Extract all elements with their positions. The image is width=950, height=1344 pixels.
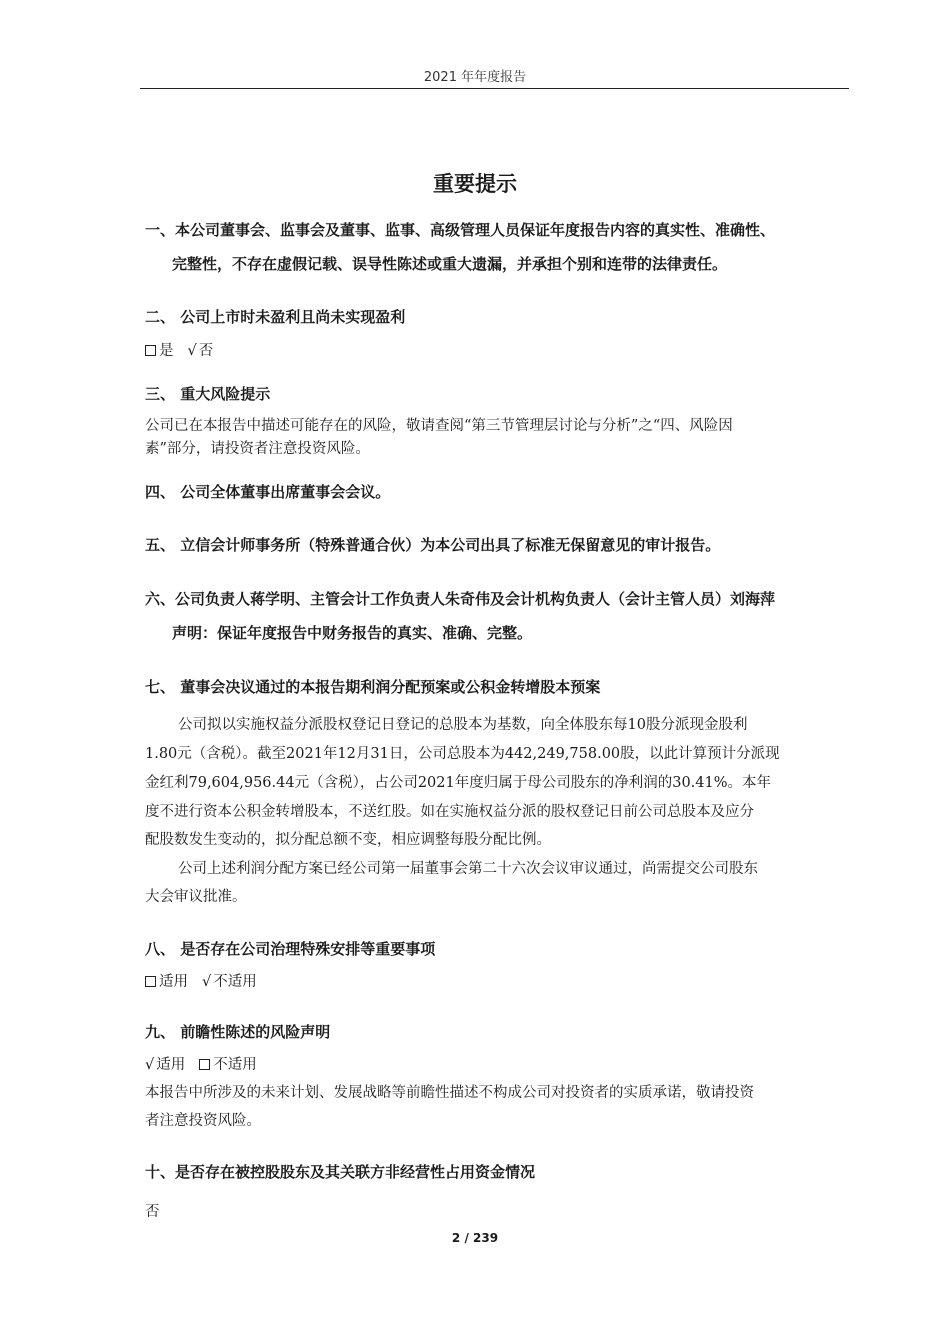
- option-applicable-label: 适用: [159, 974, 188, 990]
- section-7-para-2-line-2: 大会审议批准。: [145, 889, 247, 905]
- section-9-options: [145, 1053, 850, 1074]
- section-3-heading: 三、 重大风险提示: [145, 385, 271, 403]
- section-7-para-1-line-3: 金红利79,604,956.44元（含税），占公司2021年度归属于母公司股东的净利润的30.41%。本年: [145, 775, 772, 791]
- section-1-line-1: 一、本公司董事会、监事会及董事、监事、高级管理人员保证年度报告内容的真实性、准确性、: [145, 221, 776, 239]
- section-6-line-2: 声明：保证年度报告中财务报告的真实、准确、完整。: [172, 624, 533, 642]
- check-mark-icon: √: [187, 343, 197, 359]
- option-applicable-label: 适用: [156, 1057, 186, 1073]
- checkbox-empty-icon: [145, 976, 156, 987]
- section-7-para-1-line-4: 度不进行资本公积金转增股本，不送红股。如在实施权益分派的股权登记日前公司总股本及应分: [145, 804, 754, 820]
- document-title: 重要提示: [433, 172, 517, 196]
- page-number: 2 / 239: [451, 1231, 499, 1245]
- section-4-heading: 四、 公司全体董事出席董事会会议。: [145, 483, 391, 501]
- checkbox-empty-icon: [145, 345, 156, 356]
- section-5-heading: 五、 立信会计师事务所（特殊普通合伙）为本公司出具了标准无保留意见的审计报告。: [145, 536, 721, 554]
- section-9-line-2: 者注意投资风险。: [145, 1113, 261, 1129]
- page-header-title: 2021 年年度报告: [423, 70, 527, 85]
- section-7-para-1-line-5: 配股数发生变动的，拟分配总额不变，相应调整每股分配比例。: [145, 832, 551, 848]
- section-9-heading: 九、 前瞻性陈述的风险声明: [145, 1023, 331, 1041]
- section-7-para-2-line-1: 公司上述利润分配方案已经公司第一届董事会第二十六次会议审议通过，尚需提交公司股东: [178, 861, 758, 877]
- option-no-label: 否: [198, 343, 214, 359]
- option-yes-label: 是: [159, 343, 174, 359]
- section-6-line-1: 六、公司负责人蒋学明、主管会计工作负责人朱奇伟及会计机构负责人（会计主管人员）刘海萍: [145, 590, 776, 608]
- section-7-para-1-line-1: 公司拟以实施权益分派股权登记日登记的总股本为基数，向全体股东每10股分派现金股利: [178, 717, 748, 733]
- section-10-answer: 否: [145, 1204, 160, 1220]
- option-not-applicable-label: 不适用: [213, 1057, 257, 1073]
- section-3-line-2: 素”部分，请投资者注意投资风险。: [145, 441, 370, 457]
- check-mark-icon: √: [202, 974, 212, 990]
- checkbox-empty-icon: [199, 1059, 210, 1070]
- section-9-line-1: 本报告中所涉及的未来计划、发展战略等前瞻性描述不构成公司对投资者的实质承诺，敬请投资: [145, 1085, 754, 1101]
- header-rule: [140, 88, 849, 89]
- section-1-line-2: 完整性，不存在虚假记载、误导性陈述或重大遗漏，并承担个别和连带的法律责任。: [172, 255, 728, 273]
- section-7-para-1-line-2: 1.80元（含税）。截至2021年12月31日，公司总股本为442,249,758.00股，以此计算预计分派现: [145, 746, 780, 762]
- section-2-options: [145, 339, 850, 360]
- section-7-heading: 七、 董事会决议通过的本报告期利润分配预案或公积金转增股本预案: [145, 678, 601, 696]
- section-10-heading: 十、是否存在被控股股东及其关联方非经营性占用资金情况: [145, 1163, 536, 1181]
- section-2-heading: 二、 公司上市时未盈利且尚未实现盈利: [145, 308, 406, 326]
- section-3-line-1: 公司已在本报告中描述可能存在的风险，敬请查阅“第三节管理层讨论与分析”之“四、风险因: [145, 418, 733, 434]
- section-8-heading: 八、 是否存在公司治理特殊安排等重要事项: [145, 940, 436, 958]
- check-mark-icon: √: [145, 1057, 155, 1073]
- option-not-applicable-label: 不适用: [213, 974, 257, 990]
- section-8-options: [145, 970, 850, 991]
